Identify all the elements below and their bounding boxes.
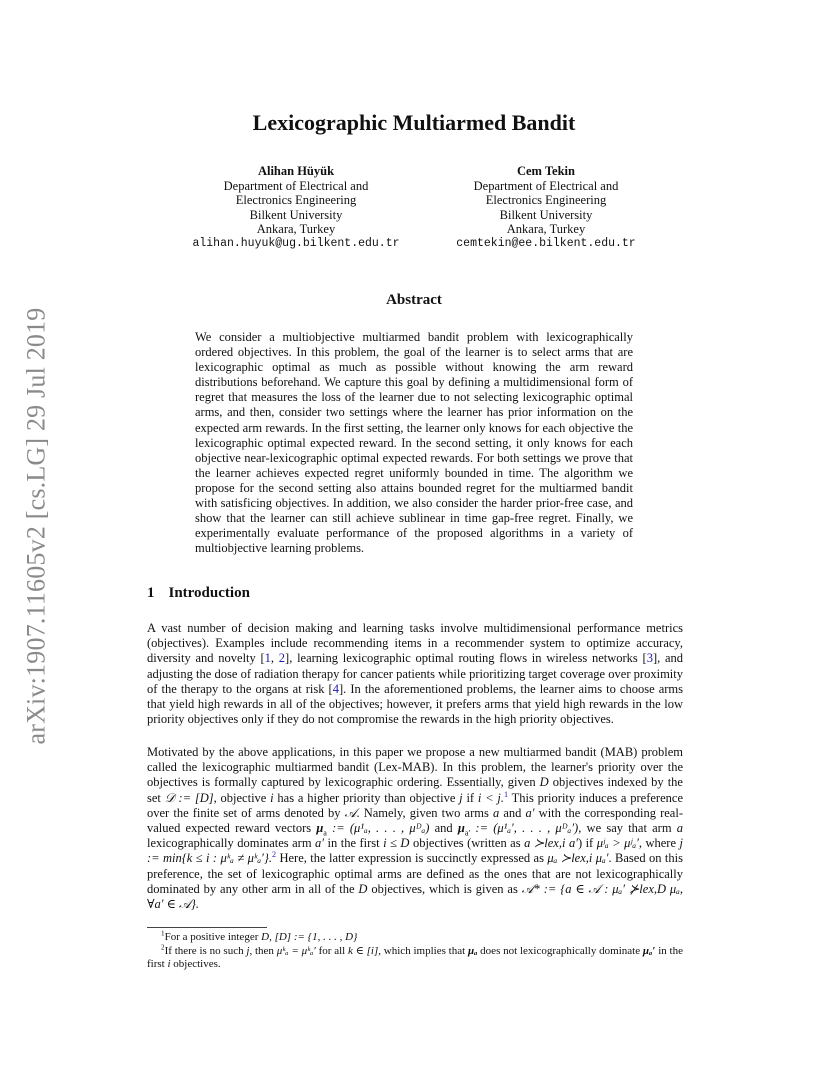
math-inline: j := min{k ≤ i : μᵏₐ ≠ μᵏₐ′}. xyxy=(147,836,683,866)
paper-title: Lexicographic Multiarmed Bandit xyxy=(252,110,576,135)
section-number: 1 xyxy=(147,585,155,601)
author-block-2 xyxy=(416,164,676,251)
math-inline: i < j. xyxy=(477,790,504,805)
math-inline: μₐ ≻lex,i μₐ′ xyxy=(547,851,609,866)
math-inline: a xyxy=(676,821,684,836)
math-inline: i xyxy=(270,790,274,805)
author-name: Cem Tekin xyxy=(516,164,575,178)
author-university: Bilkent University xyxy=(249,207,343,222)
math-inline: a′ xyxy=(525,805,535,820)
math-inline: μ xyxy=(457,821,465,836)
footnote-mark: 2 xyxy=(161,942,165,951)
citation-link[interactable]: 2 xyxy=(278,651,286,666)
author-block-1 xyxy=(166,164,426,251)
math-inline: 𝒜 xyxy=(344,805,357,820)
footnote-link[interactable]: 2 xyxy=(271,850,277,860)
author-email: alihan.huyuk@ug.bilkent.edu.tr xyxy=(192,236,400,250)
math-inline: j xyxy=(459,790,463,805)
citation-link[interactable]: 3 xyxy=(646,651,653,666)
abstract-heading: Abstract xyxy=(386,292,442,308)
math-inline: a ≻lex,i a′ xyxy=(524,836,578,851)
math-inline: 𝒜* := {a ∈ 𝒜 : μₐ′ ⊁lex,D μₐ, ∀a′ ∈ 𝒜}. xyxy=(147,881,683,912)
author-email: cemtekin@ee.bilkent.edu.tr xyxy=(456,236,636,250)
author-university: Bilkent University xyxy=(499,207,593,222)
math-inline: μʲₐ > μʲₐ′ xyxy=(596,836,639,851)
math-inline: 𝒟 := [D] xyxy=(164,790,214,805)
footnotes xyxy=(147,931,683,972)
author-dept: Department of Electrical and xyxy=(473,178,619,193)
citation-link[interactable]: 4 xyxy=(332,681,339,696)
math-inline: a xyxy=(492,805,500,820)
math-inline: μ xyxy=(316,821,324,836)
math-inline: D xyxy=(358,881,368,896)
author-dept: Department of Electrical and xyxy=(223,178,369,193)
intro-paragraph-1: A vast number of decision making and learning tasks involve multidimensional performance metrics (objectives). Examples include recommending items in a recommender system to optimize accuracy, diversity and novelty [1, 2], learning lexicographic optimal routing flows in wireless networks [3], and adjusting the dose of radiation therapy for cancer patients while prioritizing target coverage over proximity of the therapy to the organs at risk [4]. In the aforementioned problems, the learner aims to choose arms that yield high rewards in all of the objectives; however, it prefers arms that yield high rewards in the low priority objectives only if they do not compromise the rewards in the high priority objectives. xyxy=(147,621,684,727)
math-inline: i ≤ D xyxy=(383,836,410,851)
author-name: Alihan Hüyük xyxy=(257,164,335,178)
footnote-mark: 1 xyxy=(161,929,165,938)
math-inline: D xyxy=(539,775,549,790)
citation-link[interactable]: 1 xyxy=(264,651,271,666)
author-location: Ankara, Turkey xyxy=(506,222,586,236)
math-inline: a′ xyxy=(315,836,325,851)
footnote-2: $^2$If there is no such j, then μᵏₐ = μᵏₐ′ for all k ∈ [i], which implies that μₐ does not lexicographically dominate μₐ′ in the first i objectives. xyxy=(147,942,683,971)
abstract-text: We consider a multiobjective multiarmed bandit problem with lexicographically ordered objectives. In this problem, the goal of the learner is to select arms that are lexicographic optimal as much as possible without knowing the arm reward distributions beforehand. We capture this goal by defining a multidimensional form of regret that measures the loss of the learner due to not selecting lexicographic optimal arms, and then, consider two settings where the learner has prior information on the expected arm rewards. In the first setting, the learner only knows for each objective the lexicographic optimal expected reward. In the second setting, it only knows for each objective near-lexicographic optimal expected rewards. For both settings we prove that the learner achieves expected regret uniformly bounded in time. The algorithm we propose for the second setting also attains bounded regret for the multiarmed bandit with satisficing objectives. In addition, we also consider the harder prior-free case, and show that the learner can still achieve sublinear in time gap-free regret. Finally, we experimentally evaluate performance of the proposed algorithms in a variety of multiobjective learning problems. xyxy=(195,330,633,556)
arxiv-identifier: arXiv:1907.11605v2 [cs.LG] 29 Jul 2019 xyxy=(22,307,52,745)
footnote-link[interactable]: 1 xyxy=(504,789,509,799)
footnote-1: $^1$For a positive integer D, [D] := {1, . . . , D} xyxy=(161,929,358,943)
section-title: Introduction xyxy=(168,585,250,601)
footnote-divider xyxy=(147,927,267,928)
author-dept: Electronics Engineering xyxy=(235,193,357,207)
author-location: Ankara, Turkey xyxy=(256,222,336,236)
section-heading xyxy=(147,585,250,602)
author-dept: Electronics Engineering xyxy=(485,193,607,207)
intro-paragraph-2: Motivated by the above applications, in this paper we propose a new multiarmed bandit (MAB) problem called the lexicographic multiarmed bandit (Lex-MAB). In this problem, the learner's priority over the objectives is formally captured by lexicographic ordering. Essentially, given D objectives indexed by the set 𝒟 := [D], objective i has a higher priority than objective j if i < j.$^1$ This priority induces a preference over the finite set of arms denoted by 𝒜. Namely, given two arms a and a′ with the corresponding real-valued expected reward vectors $\mu_a$ := (μ¹ₐ, . . . , μᴰₐ) and $\mu_{a'}$ := (μ¹ₐ′, . . . , μᴰₐ′), we say that arm a lexicographically dominates arm a′ in the first i ≤ D objectives (written as a ≻lex,i a′) if μʲₐ > μʲₐ′, where j := min{k ≤ i : μᵏₐ ≠ μᵏₐ′}.$^2$ Here, the latter expression is succinctly expressed as μₐ ≻lex,i μₐ′. Based on this preference, the set of lexicographic optimal arms are defined as the ones that are not lexicographically dominated by any other arm in all of the D objectives, which is given as 𝒜* := {a ∈ 𝒜 : μₐ′ ⊁lex,D μₐ, ∀a′ ∈ 𝒜}. xyxy=(147,745,684,912)
arxiv-stamp xyxy=(20,296,54,756)
